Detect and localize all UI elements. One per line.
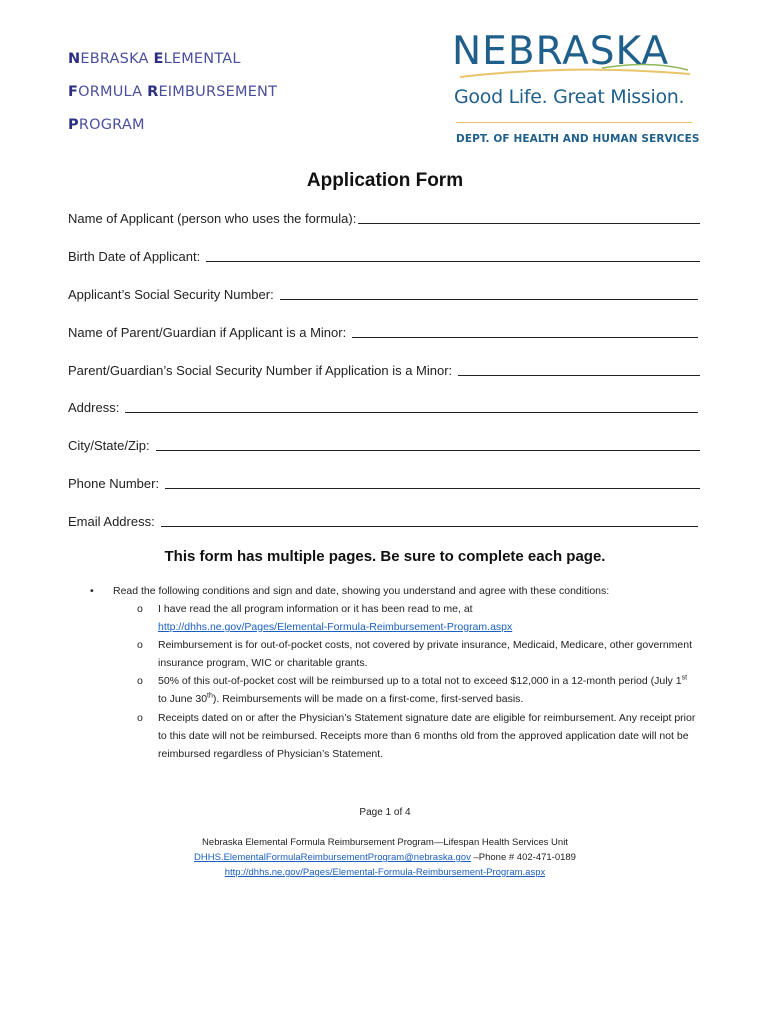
program-title-line-2: FORMULA REIMBURSEMENT bbox=[68, 84, 278, 100]
condition-3-text: 50% of this out-of-pocket cost will be reimbursed up to a total not to exceed $12,000 in a 12-month period (July 1st to June 30th). Reimbursements will be made on a first-come, first-served basis. bbox=[158, 674, 688, 705]
email-input-line[interactable] bbox=[161, 512, 698, 527]
field-guardian-ssn bbox=[68, 360, 700, 378]
field-label: Email Address: bbox=[68, 514, 155, 529]
footer-email-link[interactable]: DHHS.ElementalFormulaReimbursementProgram@nebraska.gov bbox=[194, 852, 471, 863]
condition-2-text: Reimbursement is for out-of-pocket costs, not covered by private insurance, Medicaid, Medicare, other government insurance program, WIC or charitable grants. bbox=[158, 639, 692, 669]
program-title-line-3: PROGRAM bbox=[68, 117, 145, 133]
footer-contact bbox=[0, 850, 770, 865]
program-title bbox=[68, 50, 277, 149]
list-marker-icon: o bbox=[137, 603, 143, 615]
condition-4-text: Receipts dated on or after the Physician’s Statement signature date are eligible for reimbursement. Any receipt prior to this date will not be reimbursed. Receipts more than 6 months old from the approved application date will not be reimbursed regardless of Physician’s Statement. bbox=[158, 712, 696, 760]
guardian-name-input-line[interactable] bbox=[352, 323, 698, 338]
address-input-line[interactable] bbox=[125, 398, 698, 413]
logo-department: DEPT. OF HEALTH AND HUMAN SERVICES bbox=[456, 133, 700, 145]
list-marker-icon: o bbox=[137, 675, 143, 687]
field-label: Phone Number: bbox=[68, 476, 160, 491]
field-label: Applicant’s Social Security Number: bbox=[68, 287, 274, 302]
field-label: Name of Applicant (person who uses the formula): bbox=[68, 211, 357, 226]
applicant-name-input-line[interactable] bbox=[358, 209, 700, 224]
field-email bbox=[68, 511, 698, 529]
bullet-icon: • bbox=[90, 585, 94, 597]
logo-divider bbox=[456, 122, 692, 123]
list-marker-icon: o bbox=[137, 639, 143, 651]
field-label: Name of Parent/Guardian if Applicant is a Minor: bbox=[68, 325, 347, 340]
field-label: City/State/Zip: bbox=[68, 438, 150, 453]
field-address bbox=[68, 397, 698, 415]
page-number: Page 1 of 4 bbox=[359, 807, 411, 818]
field-guardian-name bbox=[68, 322, 698, 340]
phone-input-line[interactable] bbox=[165, 474, 700, 489]
guardian-ssn-input-line[interactable] bbox=[458, 361, 700, 376]
field-label: Birth Date of Applicant: bbox=[68, 249, 201, 264]
field-label: Parent/Guardian’s Social Security Number if Application is a Minor: bbox=[68, 363, 453, 378]
logo-tagline: Good Life. Great Mission. bbox=[454, 86, 685, 108]
condition-1-text: I have read the all program information or it has been read to me, at bbox=[158, 603, 473, 615]
program-info-link[interactable]: http://dhhs.ne.gov/Pages/Elemental-Formula-Reimbursement-Program.aspx bbox=[158, 621, 513, 633]
conditions-intro-text: Read the following conditions and sign and date, showing you understand and agree with these conditions: bbox=[113, 585, 610, 597]
field-label: Address: bbox=[68, 400, 120, 415]
multi-page-notice: This form has multiple pages. Be sure to complete each page. bbox=[164, 548, 606, 565]
page-footer bbox=[0, 835, 770, 880]
birth-date-input-line[interactable] bbox=[206, 247, 700, 262]
applicant-ssn-input-line[interactable] bbox=[280, 285, 698, 300]
field-applicant-name bbox=[68, 208, 700, 226]
city-state-zip-input-line[interactable] bbox=[156, 436, 700, 451]
nebraska-dhhs-logo bbox=[452, 30, 712, 150]
list-marker-icon: o bbox=[137, 712, 143, 724]
footer-program-unit: Nebraska Elemental Formula Reimbursement Program—Lifespan Health Services Unit bbox=[202, 837, 568, 848]
program-title-line-1: NEBRASKA ELEMENTAL bbox=[68, 51, 241, 67]
field-city-state-zip bbox=[68, 435, 700, 453]
field-birth-date bbox=[68, 246, 700, 264]
footer-url-link[interactable]: http://dhhs.ne.gov/Pages/Elemental-Formula-Reimbursement-Program.aspx bbox=[224, 867, 546, 878]
form-title: Application Form bbox=[306, 170, 464, 191]
logo-wordmark: NEBRASKA bbox=[452, 29, 670, 74]
footer-phone: –Phone # 402-471-0189 bbox=[470, 852, 576, 863]
field-phone bbox=[68, 473, 700, 491]
field-applicant-ssn bbox=[68, 284, 698, 302]
